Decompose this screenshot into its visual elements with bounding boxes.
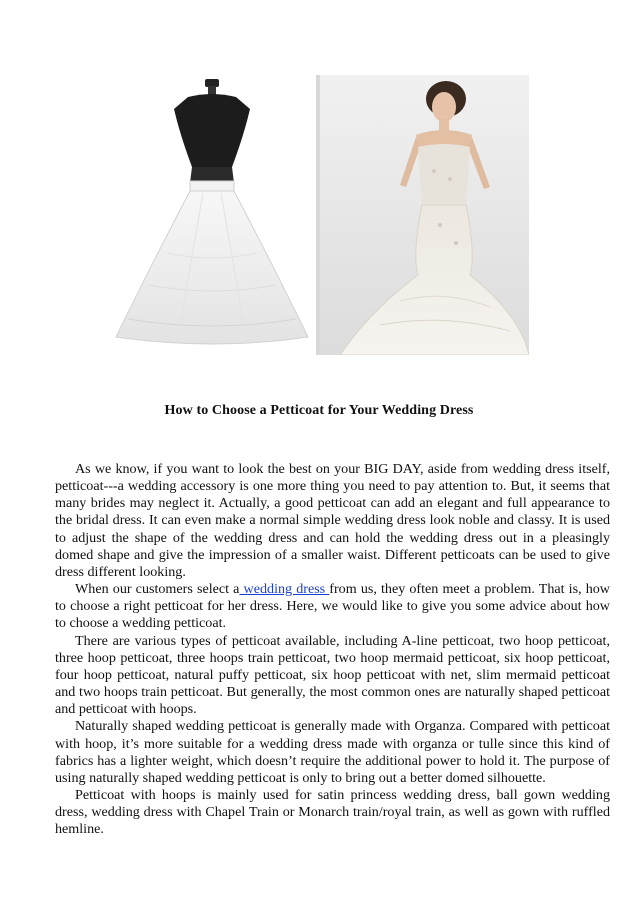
wedding-dress-link[interactable]: wedding dress: [239, 581, 330, 598]
article-body: [55, 461, 610, 838]
wedding-dress-photo: [320, 75, 529, 355]
paragraph-text: When our customers select a: [75, 581, 240, 598]
paragraph-hoops: Petticoat with hoops is mainly used for satin princess wedding dress, ball gown wedding dress, wedding dress with Chapel Train or Monarch train/royal train, as well as gown with ruffled hemline.: [55, 786, 610, 838]
article-title: How to Choose a Petticoat for Your Wedding Dress: [164, 403, 474, 418]
paragraph-naturally-shaped: Naturally shaped wedding petticoat is generally made with Organza. Compared with petticoat with hoop, it’s more suitable for a wedding dress made with organza or tulle since this kind of fabrics has a lighter weight, which doesn’t require the additional power to hold it. The purpose of using naturally shaped wedding petticoat is only to bring out a better domed silhouette.: [55, 718, 610, 786]
paragraph-intro: As we know, if you want to look the best on your BIG DAY, aside from wedding dress itself, petticoat---a wedding accessory is one more thing you need to pay attention to. But, it seems that many brides may neglect it. Actually, a good petticoat can add an elegant and full appearance to the bridal dress. It can even make a normal simple wedding dress look noble and classy. It is used to adjust the shape of the wedding dress and can hold the wedding dress out in a pleasingly domed shape and give the impression of a smaller waist. Different petticoats can be used to give dress different looking.: [55, 461, 610, 580]
photo-collage: [108, 75, 529, 355]
paragraph-text: from us, they often meet a problem. That is, how to choose a right petticoat for her dress. Here, we would like to give you some advice about how to choose a wedding petticoat.: [55, 581, 610, 632]
paragraph-customers: [55, 581, 610, 632]
petticoat-photo: [108, 75, 316, 355]
paragraph-types: There are various types of petticoat available, including A-line petticoat, two hoop petticoat, three hoop petticoat, three hoops train petticoat, two hoop mermaid petticoat, six hoop petticoat, four hoop petticoat, natural puffy petticoat, six hoop petticoat with net, slim mermaid petticoat and two hoops train petticoat. But generally, the most common ones are naturally shaped petticoat and petticoat with hoops.: [55, 632, 610, 718]
